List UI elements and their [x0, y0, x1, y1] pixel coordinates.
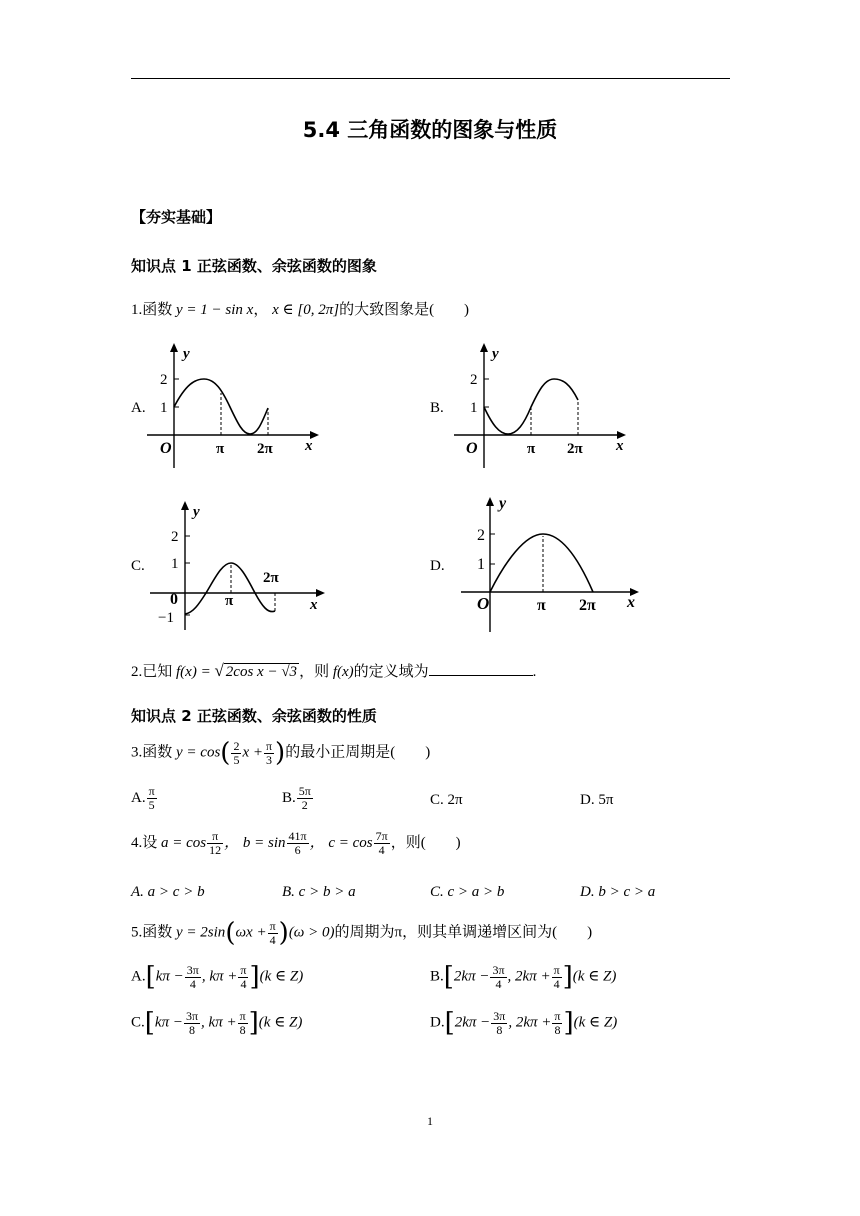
q1-domain: x ∈ [0, 2π] — [272, 302, 340, 318]
graph-a — [145, 338, 325, 473]
tick-pi: π — [225, 593, 234, 609]
tick-2pi: 2π — [579, 597, 596, 614]
y-arrow-icon — [486, 497, 494, 506]
x-label: x — [616, 438, 624, 454]
x-label: x — [627, 594, 635, 611]
page-number: 1 — [427, 1114, 433, 1128]
question-1: 1.函数 y = 1 − sin x， x ∈ [0, 2π]的大致图象是( ) — [131, 302, 470, 318]
tick-2: 2 — [477, 527, 485, 544]
tick-1: 1 — [171, 556, 179, 572]
question-2: 2.已知 f(x) = √ 2cos x − √3 ，则 f(x)的定义域为 . — [131, 661, 537, 680]
graph-b — [452, 338, 632, 473]
y-label: y — [183, 346, 190, 362]
q4-option-d: D. b > c > a — [580, 884, 656, 900]
tick-pi: π — [527, 441, 536, 457]
tick-2pi: 2π — [263, 570, 279, 586]
y-label: y — [492, 346, 499, 362]
q4-option-a: A. a > c > b — [131, 884, 205, 900]
header-rule — [131, 78, 730, 79]
knowledge-point-1: 知识点 1 正弦函数、余弦函数的图象 — [131, 257, 377, 275]
q3-option-b: B. $\frac{5\pi}{2}$ — [282, 784, 311, 812]
page-title: 5.4 三角函数的图象与性质 — [302, 118, 558, 142]
tick-1: 1 — [477, 556, 485, 573]
answer-blank — [429, 661, 533, 676]
question-3: 3.函数 y = cos( $\frac{2}{5}$ x + $\frac{\pi}{3}$ )的最小正周期是( ) — [131, 738, 431, 768]
option-d-label: D. — [430, 558, 445, 574]
origin-label: O — [466, 440, 478, 457]
tick-1: 1 — [470, 400, 478, 416]
tick-pi: π — [537, 597, 546, 614]
y-arrow-icon — [480, 343, 488, 352]
option-c-label: C. — [131, 558, 145, 574]
q4-option-c: C. c > a > b — [430, 884, 505, 900]
q5-option-d: D.[2kπ − $\frac{3\pi}{8}$ , 2kπ + $\frac{\pi}{8}$ ](k ∈ Z) — [430, 1008, 618, 1038]
knowledge-point-2: 知识点 2 正弦函数、余弦函数的性质 — [131, 707, 377, 725]
option-b-label: B. — [430, 400, 444, 416]
tick-2pi: 2π — [567, 441, 583, 457]
origin-label: 0 — [170, 591, 178, 608]
q4-option-b: B. c > b > a — [282, 884, 356, 900]
q5-option-a: A.[kπ − $\frac{3\pi}{4}$ , kπ + $\frac{\pi}{4}$ ](k ∈ Z) — [131, 962, 304, 992]
y-arrow-icon — [170, 343, 178, 352]
origin-label: O — [477, 594, 490, 613]
curve — [174, 379, 268, 434]
curve — [484, 379, 578, 434]
q1-function: y = 1 − sin x — [176, 302, 254, 318]
q3-option-c: C. 2π — [430, 792, 463, 808]
question-4: 4.设 a = cos $\frac{\pi}{12}$ ， b = sin $\frac{41\pi}{6}$ ， c = cos $\frac{7\pi}{4}$ ，则( ) — [131, 829, 461, 857]
q3-option-d: D. 5π — [580, 792, 614, 808]
x-arrow-icon — [316, 589, 325, 597]
y-label: y — [193, 504, 200, 520]
q5-option-b: B.[2kπ − $\frac{3\pi}{4}$ , 2kπ + $\frac{\pi}{4}$ ](k ∈ Z) — [430, 962, 617, 992]
option-a-label: A. — [131, 400, 146, 416]
tick-2: 2 — [171, 529, 179, 545]
q5-option-c: C.[kπ − $\frac{3\pi}{8}$ , kπ + $\frac{\pi}{8}$ ](k ∈ Z) — [131, 1008, 303, 1038]
tick-2pi: 2π — [257, 441, 273, 457]
x-label: x — [310, 597, 318, 613]
x-label: x — [305, 438, 313, 454]
tick-2: 2 — [470, 372, 478, 388]
tick-minus-1: −1 — [158, 610, 174, 626]
tick-2: 2 — [160, 372, 168, 388]
origin-label: O — [160, 440, 172, 457]
tick-1: 1 — [160, 400, 168, 416]
y-arrow-icon — [181, 501, 189, 510]
tick-pi: π — [216, 441, 225, 457]
graph-d — [455, 492, 645, 634]
curve — [490, 534, 593, 592]
q2-radicand: 2cos x − √3 — [225, 664, 298, 680]
question-5: 5.函数 y = 2sin(ωx + $\frac{\pi}{4}$ )(ω > 0)的周期为π，则其单调递增区间为( ) — [131, 918, 593, 948]
graph-c — [148, 496, 333, 636]
y-label: y — [499, 495, 507, 512]
q3-option-a: A. $\frac{\pi}{5}$ — [131, 784, 155, 812]
section-heading: 【夯实基础】 — [131, 208, 222, 226]
